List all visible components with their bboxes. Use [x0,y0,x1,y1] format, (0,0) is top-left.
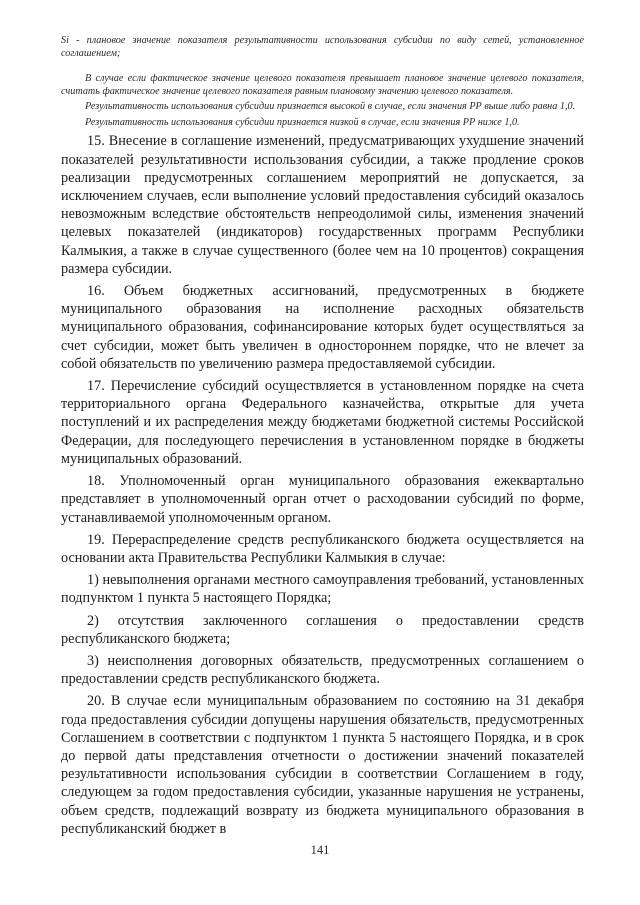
paragraph-16: 16. Объем бюджетных ассигнований, предусмотренных в бюджете муниципального образования на исполнение расходных обязательств муниципального образования, софинансирование которых будет осуществляться за счет субсидии, может быть увеличен в одностороннем порядке, что не влечет за собой обязательств по увеличению размера предоставляемой субсидии. [61,283,584,372]
paragraph-19: 19. Перераспределение средств республиканского бюджета осуществляется на основании акта Правительства Республики Калмыкия в случае: [61,531,584,566]
paragraph-15: 15. Внесение в соглашение изменений, предусматривающих ухудшение значений показателей результативности использования субсидии, а также продление сроков реализации предусмотренных соглашением мероприятий не допускается, за исключением случаев, если выполнение условий предоставления субсидий оказалось невозможным вследствие обстоятельств непреодолимой силы, изменения значений целевых показателей (индикаторов) государственных программ Республики Калмыкия, а также в случае существенного (более чем на 10 процентов) сокращения размера субсидии. [61,133,584,277]
paragraph-20: 20. В случае если муниципальным образованием по состоянию на 31 декабря года предоставления субсидии допущены нарушения обязательств, предусмотренных Соглашением в соответствии с подпунктом 1 пункта 5 настоящего Порядка, и в срок до первой даты представления отчетности о достижении значений показателей результативности использования субсидии в соответствии Соглашением в году, следующем за годом предоставления субсидии, указанные нарушения не устранены, объем средств, подлежащий возврату из бюджета муниципального образования в республиканский бюджет в [61,693,584,837]
paragraph-19-item-3: 3) неисполнения договорных обязательств, предусмотренных соглашением о предоставлении средств республиканского бюджета. [61,652,584,688]
paragraph-18: 18. Уполномоченный орган муниципального образования ежеквартально представляет в уполномоченный орган отчет о расходовании субсидий по форме, устанавливаемой уполномоченным органом. [61,473,584,526]
note-target-exceed: В случае если фактическое значение целевого показателя превышает плановое значение целевого показателя, считать фактическое значение целевого показателя равным плановому значению целевого показателя. [61,72,584,98]
paragraph-17: 17. Перечисление субсидий осуществляется в установленном порядке на счета территориального органа Федерального казначейства, открытые для учета поступлений и их распределения между бюджетами бюджетной системы Российской Федерации, для последующего перечисления в установленном порядке в бюджеты муниципальных образований. [61,378,584,467]
paragraph-19-item-1: 1) невыполнения органами местного самоуправления требований, установленных подпунктом 1 пункта 5 настоящего Порядка; [61,572,584,607]
page-number: 141 [310,843,330,857]
paragraph-19-item-2: 2) отсутствия заключенного соглашения о предоставлении средств республиканского бюджета; [61,612,584,647]
document-body [61,34,584,838]
note-si-definition: Si - плановое значение показателя результативности использования субсидии по виду сетей, установленное соглашением; [61,35,584,60]
note-effectiveness-high: Результативность использования субсидии признается высокой в случае, если значения РР выше либо равна 1,0. [85,100,576,112]
note-effectiveness-low: Результативность использования субсидии признается низкой в случае, если значения РР ниже 1,0. [85,117,520,129]
